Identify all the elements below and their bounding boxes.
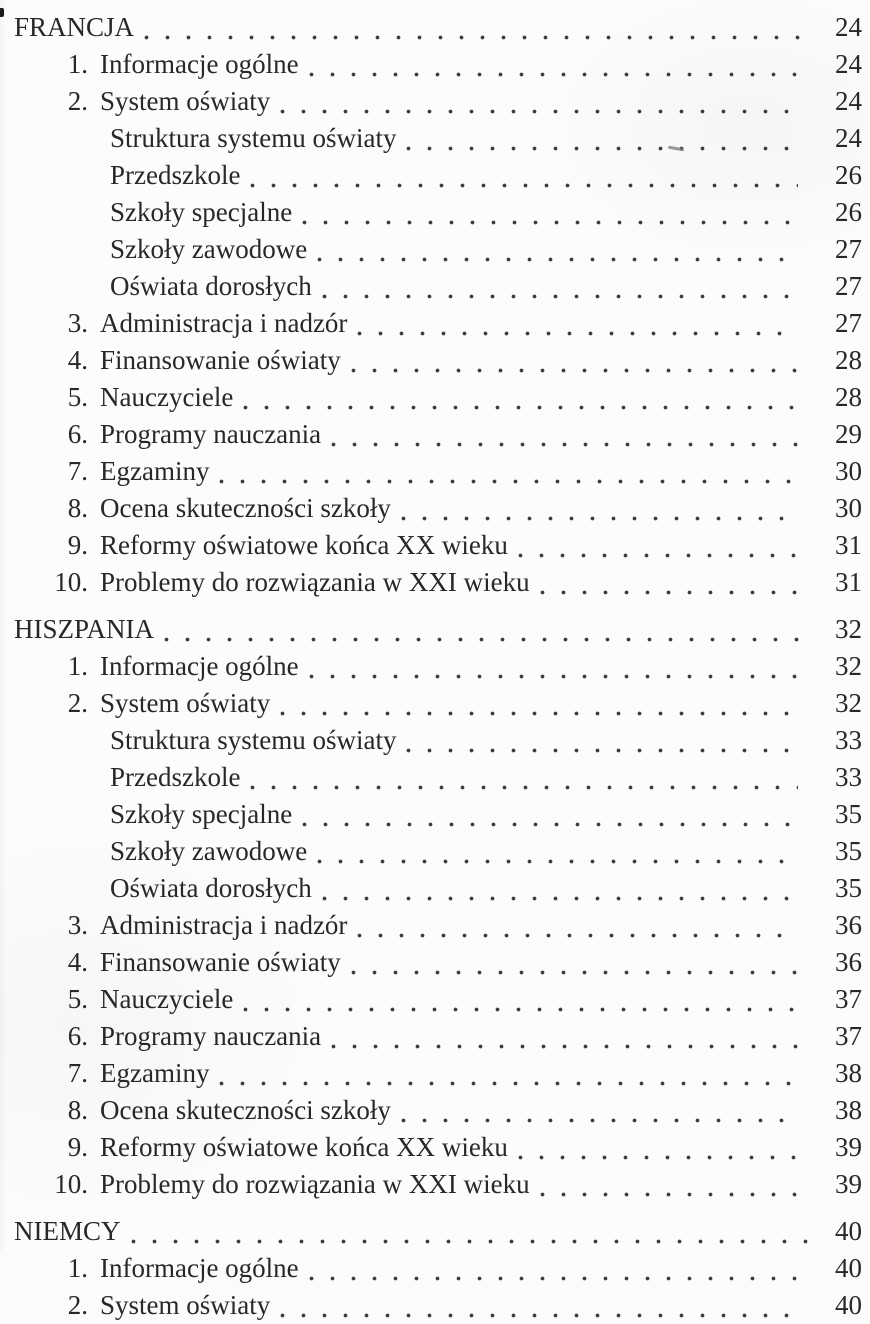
dot-leader: [154, 611, 816, 648]
entry-label: Szkoły specjalne: [110, 799, 293, 829]
entry-page: 30: [835, 456, 862, 486]
dot-leader: [299, 648, 816, 685]
dot-leader: [530, 564, 816, 601]
dot-leader: [299, 1250, 816, 1287]
toc-entry: [14, 685, 862, 722]
entry-number: 2.: [67, 688, 88, 718]
toc-entry: [14, 9, 862, 46]
toc-entry: [14, 1213, 862, 1250]
toc-section: [14, 611, 862, 1203]
toc-entry: [14, 231, 862, 268]
toc-entry: [14, 759, 862, 796]
entry-label: Programy nauczania: [100, 1021, 322, 1051]
toc-entry: [14, 981, 862, 1018]
toc-entry: [14, 46, 862, 83]
entry-page: 38: [835, 1058, 862, 1088]
entry-label: System oświaty: [100, 688, 271, 718]
entry-label: Informacje ogólne: [100, 651, 299, 681]
entry-label: Ocena skuteczności szkoły: [100, 493, 391, 523]
entry-label: Reformy oświatowe końca XX wieku: [100, 1132, 508, 1162]
entry-number: 4.: [67, 345, 88, 375]
dot-leader: [391, 490, 816, 527]
entry-page: 31: [835, 530, 862, 560]
entry-label: Problemy do rozwiązania w XXI wieku: [100, 1169, 530, 1199]
entry-label: Oświata dorosłych: [110, 873, 312, 903]
toc-entry: [14, 833, 862, 870]
entry-number: 9.: [67, 1132, 88, 1162]
toc-entry: [14, 527, 862, 564]
toc-entry: [14, 268, 862, 305]
toc-section: [14, 1213, 862, 1324]
entry-label: Finansowanie oświaty: [100, 947, 341, 977]
toc-entry: [14, 1055, 862, 1092]
entry-label: Administracja i nadzór: [100, 910, 348, 940]
toc-entry: [14, 453, 862, 490]
dot-leader: [292, 194, 816, 231]
entry-label: Szkoły zawodowe: [110, 234, 308, 264]
entry-page: 40: [835, 1253, 862, 1283]
dot-leader: [307, 231, 816, 268]
toc-entry: [14, 157, 862, 194]
dot-leader: [209, 1055, 816, 1092]
entry-page: 28: [835, 382, 862, 412]
dot-leader: [396, 722, 816, 759]
dot-leader: [233, 379, 816, 416]
dot-leader: [341, 342, 816, 379]
entry-label: Finansowanie oświaty: [100, 345, 341, 375]
entry-number: 6.: [67, 1021, 88, 1051]
dot-leader: [391, 1092, 816, 1129]
toc-entry: [14, 722, 862, 759]
dot-leader: [530, 1166, 816, 1203]
entry-page: 24: [835, 49, 862, 79]
dot-leader: [347, 305, 816, 342]
entry-label: Nauczyciele: [100, 382, 234, 412]
toc-entry: [14, 305, 862, 342]
dot-leader: [508, 527, 816, 564]
entry-number: 2.: [67, 86, 88, 116]
dot-leader: [396, 120, 816, 157]
toc-entry: [14, 194, 862, 231]
toc-entry: [14, 1287, 862, 1324]
entry-page: 36: [835, 910, 862, 940]
toc-entry: [14, 1018, 862, 1055]
entry-label: Programy nauczania: [100, 419, 322, 449]
entry-number: 5.: [67, 984, 88, 1014]
entry-label: Ocena skuteczności szkoły: [100, 1095, 391, 1125]
entry-number: 1.: [67, 1253, 88, 1283]
toc-entry: [14, 490, 862, 527]
dot-leader: [240, 759, 816, 796]
entry-label: Szkoły specjalne: [110, 197, 293, 227]
dot-leader: [341, 944, 816, 981]
entry-number: 7.: [67, 1058, 88, 1088]
entry-page: 30: [835, 493, 862, 523]
toc-entry: [14, 907, 862, 944]
scan-edge-mark: [0, 8, 4, 17]
toc-entry: [14, 1092, 862, 1129]
toc-entry: [14, 1250, 862, 1287]
dot-leader: [134, 9, 816, 46]
entry-label: System oświaty: [100, 86, 271, 116]
entry-label: NIEMCY: [14, 1216, 121, 1246]
toc-entry: [14, 648, 862, 685]
toc-entry: [14, 870, 862, 907]
entry-number: 10.: [54, 1169, 88, 1199]
entry-page: 32: [835, 614, 862, 644]
entry-page: 26: [835, 197, 862, 227]
entry-number: 1.: [67, 651, 88, 681]
dot-leader: [240, 157, 816, 194]
dot-leader: [270, 83, 816, 120]
entry-page: 24: [835, 86, 862, 116]
entry-label: Przedszkole: [110, 160, 241, 190]
entry-page: 28: [835, 345, 862, 375]
entry-label: Oświata dorosłych: [110, 271, 312, 301]
entry-number: 6.: [67, 419, 88, 449]
entry-label: Reformy oświatowe końca XX wieku: [100, 530, 508, 560]
entry-page: 35: [835, 873, 862, 903]
dot-leader: [209, 453, 816, 490]
toc-entry: [14, 83, 862, 120]
dot-leader: [292, 796, 816, 833]
entry-label: Informacje ogólne: [100, 1253, 299, 1283]
toc-entry: [14, 1129, 862, 1166]
dot-leader: [270, 1287, 816, 1324]
entry-page: 26: [835, 160, 862, 190]
entry-number: 4.: [67, 947, 88, 977]
entry-page: 33: [835, 725, 862, 755]
entry-page: 37: [835, 1021, 862, 1051]
dot-leader: [321, 416, 816, 453]
entry-label: Struktura systemu oświaty: [110, 725, 397, 755]
toc-entry: [14, 342, 862, 379]
entry-label: Administracja i nadzór: [100, 308, 348, 338]
dot-leader: [233, 981, 816, 1018]
entry-page: 40: [835, 1216, 862, 1246]
dot-leader: [312, 268, 816, 305]
entry-page: 35: [835, 799, 862, 829]
toc-entry: [14, 944, 862, 981]
dot-leader: [299, 46, 816, 83]
entry-page: 24: [835, 123, 862, 153]
toc-entry: [14, 796, 862, 833]
entry-page: 33: [835, 762, 862, 792]
entry-number: 2.: [67, 1290, 88, 1320]
dot-leader: [508, 1129, 816, 1166]
dot-leader: [347, 907, 816, 944]
entry-number: 3.: [67, 910, 88, 940]
entry-label: HISZPANIA: [14, 614, 155, 644]
entry-page: 27: [835, 308, 862, 338]
entry-label: Przedszkole: [110, 762, 241, 792]
dot-leader: [270, 685, 816, 722]
toc-entry: [14, 564, 862, 601]
entry-label: Problemy do rozwiązania w XXI wieku: [100, 567, 530, 597]
entry-page: 24: [835, 12, 862, 42]
toc-entry: [14, 1166, 862, 1203]
entry-label: Szkoły zawodowe: [110, 836, 308, 866]
entry-page: 35: [835, 836, 862, 866]
entry-number: 3.: [67, 308, 88, 338]
entry-number: 8.: [67, 1095, 88, 1125]
entry-page: 29: [835, 419, 862, 449]
entry-page: 37: [835, 984, 862, 1014]
entry-label: FRANCJA: [14, 12, 135, 42]
entry-page: 40: [835, 1290, 862, 1320]
entry-page: 38: [835, 1095, 862, 1125]
entry-label: Informacje ogólne: [100, 49, 299, 79]
entry-page: 27: [835, 234, 862, 264]
entry-number: 8.: [67, 493, 88, 523]
entry-page: 31: [835, 567, 862, 597]
toc-entry: [14, 120, 862, 157]
entry-page: 36: [835, 947, 862, 977]
dot-leader: [312, 870, 816, 907]
dot-leader: [321, 1018, 816, 1055]
dot-leader: [121, 1213, 817, 1250]
entry-label: System oświaty: [100, 1290, 271, 1320]
entry-number: 10.: [54, 567, 88, 597]
entry-page: 27: [835, 271, 862, 301]
dot-leader: [307, 833, 816, 870]
toc-entry: [14, 416, 862, 453]
entry-number: 9.: [67, 530, 88, 560]
entry-page: 39: [835, 1169, 862, 1199]
entry-label: Egzaminy: [100, 1058, 210, 1088]
entry-label: Egzaminy: [100, 456, 210, 486]
entry-page: 32: [835, 688, 862, 718]
entry-number: 7.: [67, 456, 88, 486]
entry-number: 5.: [67, 382, 88, 412]
entry-page: 32: [835, 651, 862, 681]
toc-section: [14, 9, 862, 601]
entry-number: 1.: [67, 49, 88, 79]
entry-page: 39: [835, 1132, 862, 1162]
entry-label: Struktura systemu oświaty: [110, 123, 397, 153]
entry-label: Nauczyciele: [100, 984, 234, 1014]
toc-entry: [14, 611, 862, 648]
toc-entry: [14, 379, 862, 416]
